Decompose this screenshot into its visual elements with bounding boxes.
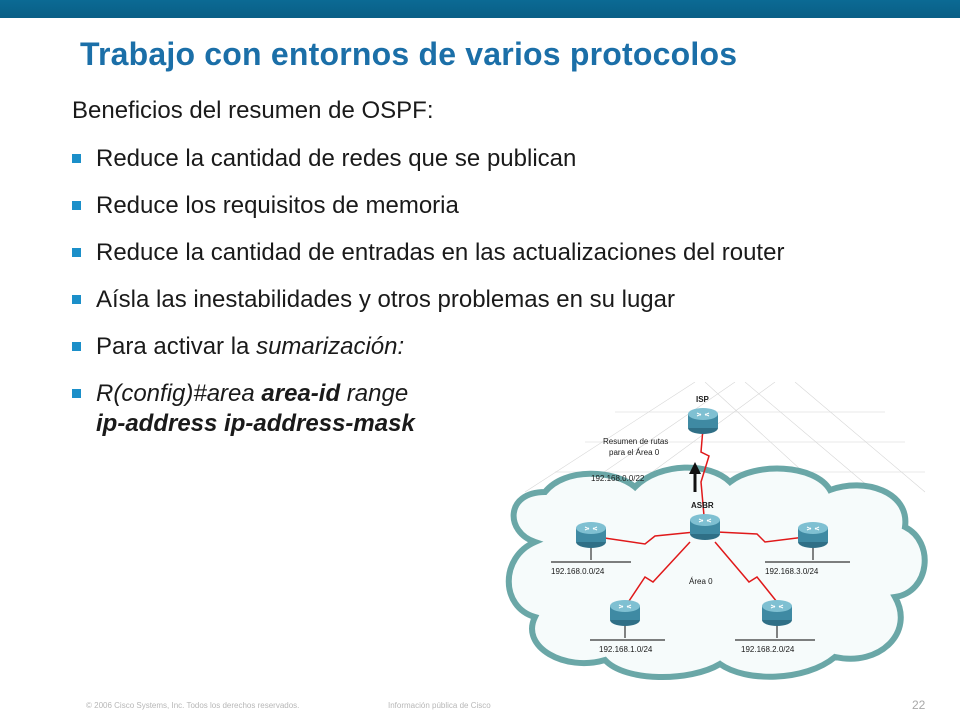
footer-copyright: © 2006 Cisco Systems, Inc. Todos los derechos reservados.: [86, 701, 300, 710]
bullet-item: [72, 285, 892, 315]
network-topology-svg: [495, 382, 935, 682]
bullet-item: [72, 332, 892, 362]
square-bullet-icon: [72, 295, 81, 304]
page-number: 22: [912, 698, 926, 712]
router-southeast-icon: [762, 600, 792, 626]
network-label-1: 192.168.1.0/24: [599, 645, 653, 654]
network-label-2: 192.168.2.0/24: [741, 645, 795, 654]
bullet-text: Reduce la cantidad de redes que se publican: [96, 145, 577, 172]
ospf-summary-diagram: [495, 382, 935, 682]
bullet-item: [72, 191, 892, 221]
bullet-item: [72, 144, 892, 174]
square-bullet-icon: [72, 154, 81, 163]
square-bullet-icon: [72, 201, 81, 210]
isp-label: ISP: [696, 395, 709, 404]
summary-text-line2: para el Área 0: [609, 448, 660, 457]
router-west-icon: [576, 522, 606, 548]
bullet-text: Aísla las inestabilidades y otros problemas en su lugar: [96, 286, 675, 313]
square-bullet-icon: [72, 248, 81, 257]
router-asbr-icon: [690, 514, 720, 540]
router-east-icon: [798, 522, 828, 548]
summary-text-line1: Resumen de rutas: [603, 437, 669, 446]
network-label-3: 192.168.3.0/24: [765, 567, 819, 576]
summary-network-label: 192.168.0.0/22: [591, 474, 645, 483]
area0-label: Área 0: [689, 577, 713, 586]
summarization-prefix: Para activar la: [96, 333, 257, 360]
summarization-emphasis: sumarización:: [256, 333, 405, 360]
asbr-label: ASBR: [691, 501, 714, 510]
router-southwest-icon: [610, 600, 640, 626]
command-line2: ip-address ip-address-mask: [96, 410, 415, 437]
bullet-text: Reduce la cantidad de entradas en las actualizaciones del router: [96, 239, 785, 266]
square-bullet-icon: [72, 389, 81, 398]
intro-text: Beneficios del resumen de OSPF:: [72, 97, 434, 124]
router-isp-icon: [688, 408, 718, 434]
command-prefix: R(config)#area: [96, 380, 262, 407]
bullet-item: [72, 238, 892, 268]
network-label-0: 192.168.0.0/24: [551, 567, 605, 576]
footer-info: Información pública de Cisco: [388, 701, 491, 710]
square-bullet-icon: [72, 342, 81, 351]
top-banner: [0, 0, 960, 18]
slide-title: Trabajo con entornos de varios protocolos: [80, 36, 738, 72]
command-range: range: [340, 380, 409, 407]
bullet-text: Reduce los requisitos de memoria: [96, 192, 459, 219]
command-area-id: area-id: [261, 380, 341, 407]
